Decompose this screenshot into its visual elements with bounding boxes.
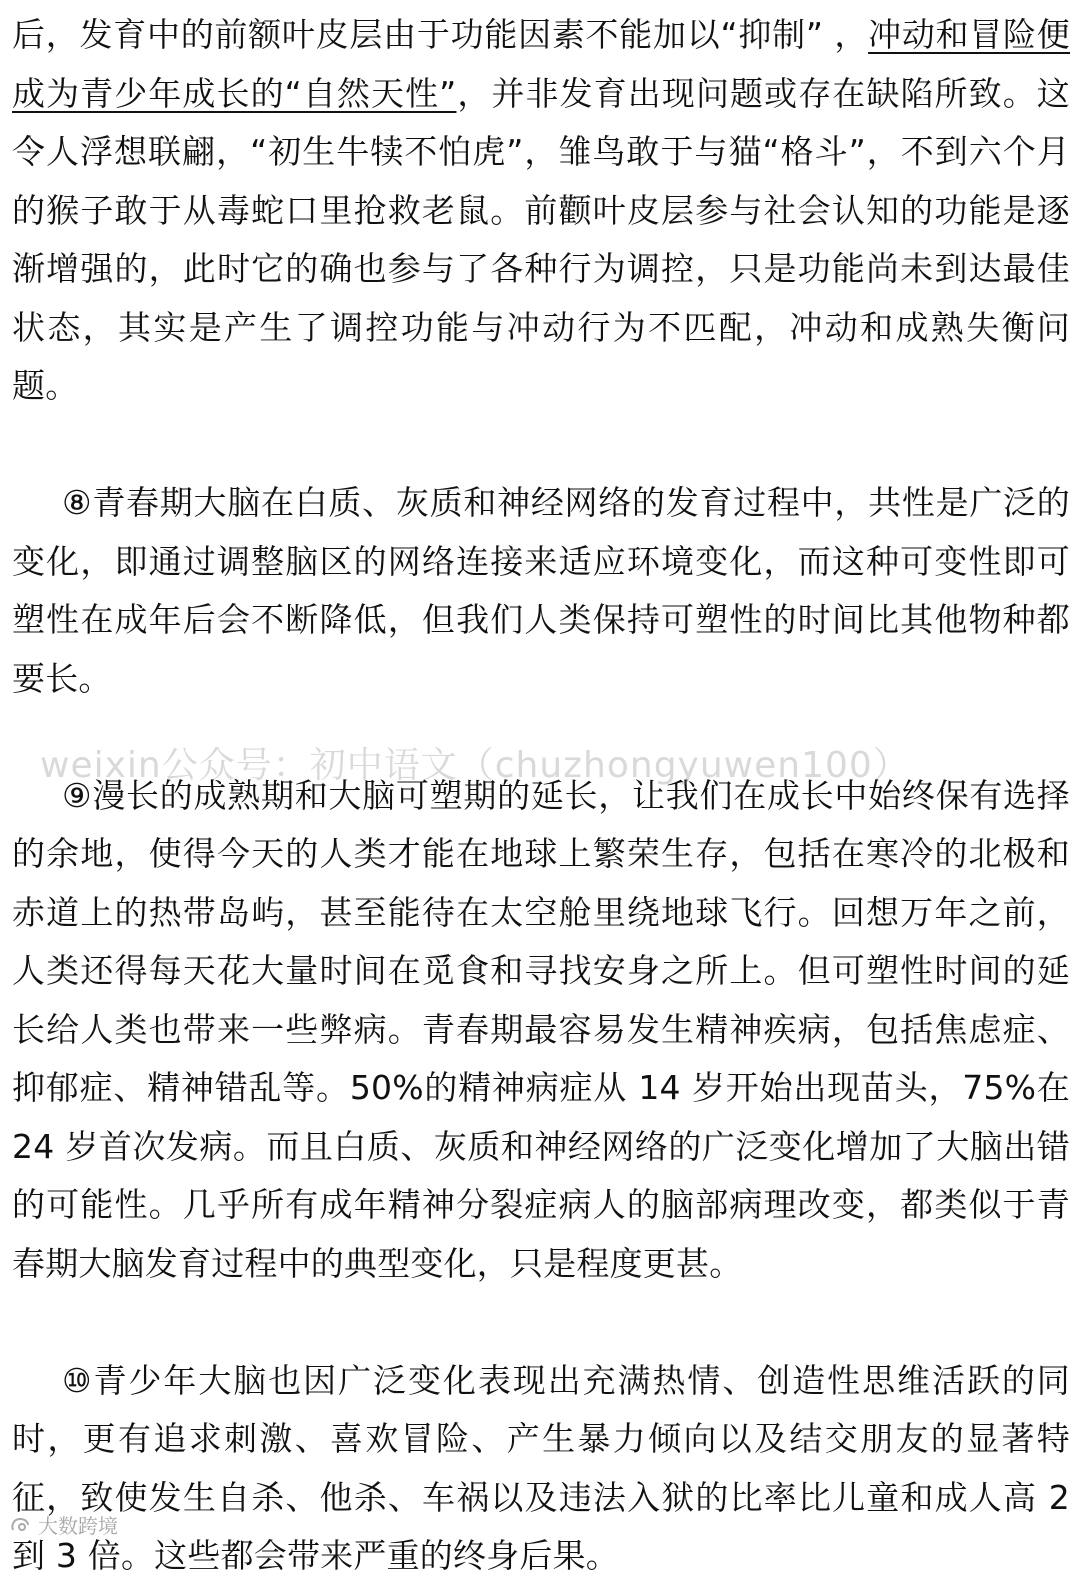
paragraph-9: ⑨漫长的成熟期和大脑可塑期的延长，让我们在成长中始终保有选择的余地，使得今天的人类才能在地球上繁荣生存，包括在寒冷的北极和赤道上的热带岛屿，甚至能待在太空舱里绕地球飞行。回想万年之前，人类还得每天花大量时间在觅食和寻找安身之所上。但可塑性时间的延长给人类也带来一些弊病。青春期最容易发生精神疾病，包括焦虑症、抑郁症、精神错乱等。50%的精神病症从 14 岁开始出现苗头，75%在 24 岁首次发病。而且白质、灰质和神经网络的广泛变化增加了大脑出错的可能性。几乎所有成年精神分裂症病人的脑部病理改变，都类似于青春期大脑发育过程中的典型变化，只是程度更甚。 bbox=[12, 775, 1070, 1283]
paragraph-8: ⑧青春期大脑在白质、灰质和神经网络的发育过程中，共性是广泛的变化，即通过调整脑区的网络连接来适应环境变化，而这种可变性即可塑性在成年后会不断降低，但我们人类保持可塑性的时间比其他物种都要长。 bbox=[12, 483, 1070, 698]
p1-underlined-text: 冲动和冒险便成为青少年成长的“自然天性” bbox=[12, 15, 1070, 113]
p1-pre-text: 后，发育中的前额叶皮层由于功能因素不能加以“抑制” ， bbox=[12, 15, 869, 54]
paragraph-10: ⑩青少年大脑也因广泛变化表现出充满热情、创造性思维活跃的同时，更有追求刺激、喜欢冒险、产生暴力倾向以及结交朋友的显著特征，致使发生自杀、他杀、车祸以及违法入狱的比率比儿童和成人高 2 到 3 倍。这些都会带来严重的终身后果。 bbox=[12, 1360, 1070, 1575]
footer-logo bbox=[10, 1510, 118, 1539]
logo-mark-icon bbox=[10, 1516, 32, 1534]
p1-post-text: ，并非发育出现问题或存在缺陷所致。这令人浮想联翩，“初生牛犊不怕虎”，雏鸟敢于与猫“格斗”，不到六个月的猴子敢于从毒蛇口里抢救老鼠。前颧叶皮层参与社会认知的功能是逐渐增强的，此时它的确也参与了各种行为调控，只是功能尚未到达最佳状态，其实是产生了调控功能与冲动行为不匹配，冲动和成熟失衡问题。 bbox=[12, 73, 1070, 405]
watermark-text: weixin公众号：初中语文（chuzhongyuwen100） bbox=[40, 745, 910, 786]
paragraph-7-continued bbox=[12, 6, 1070, 416]
article-body bbox=[12, 0, 1070, 1586]
footer-logo-text: 大数跨境 bbox=[38, 1514, 118, 1538]
